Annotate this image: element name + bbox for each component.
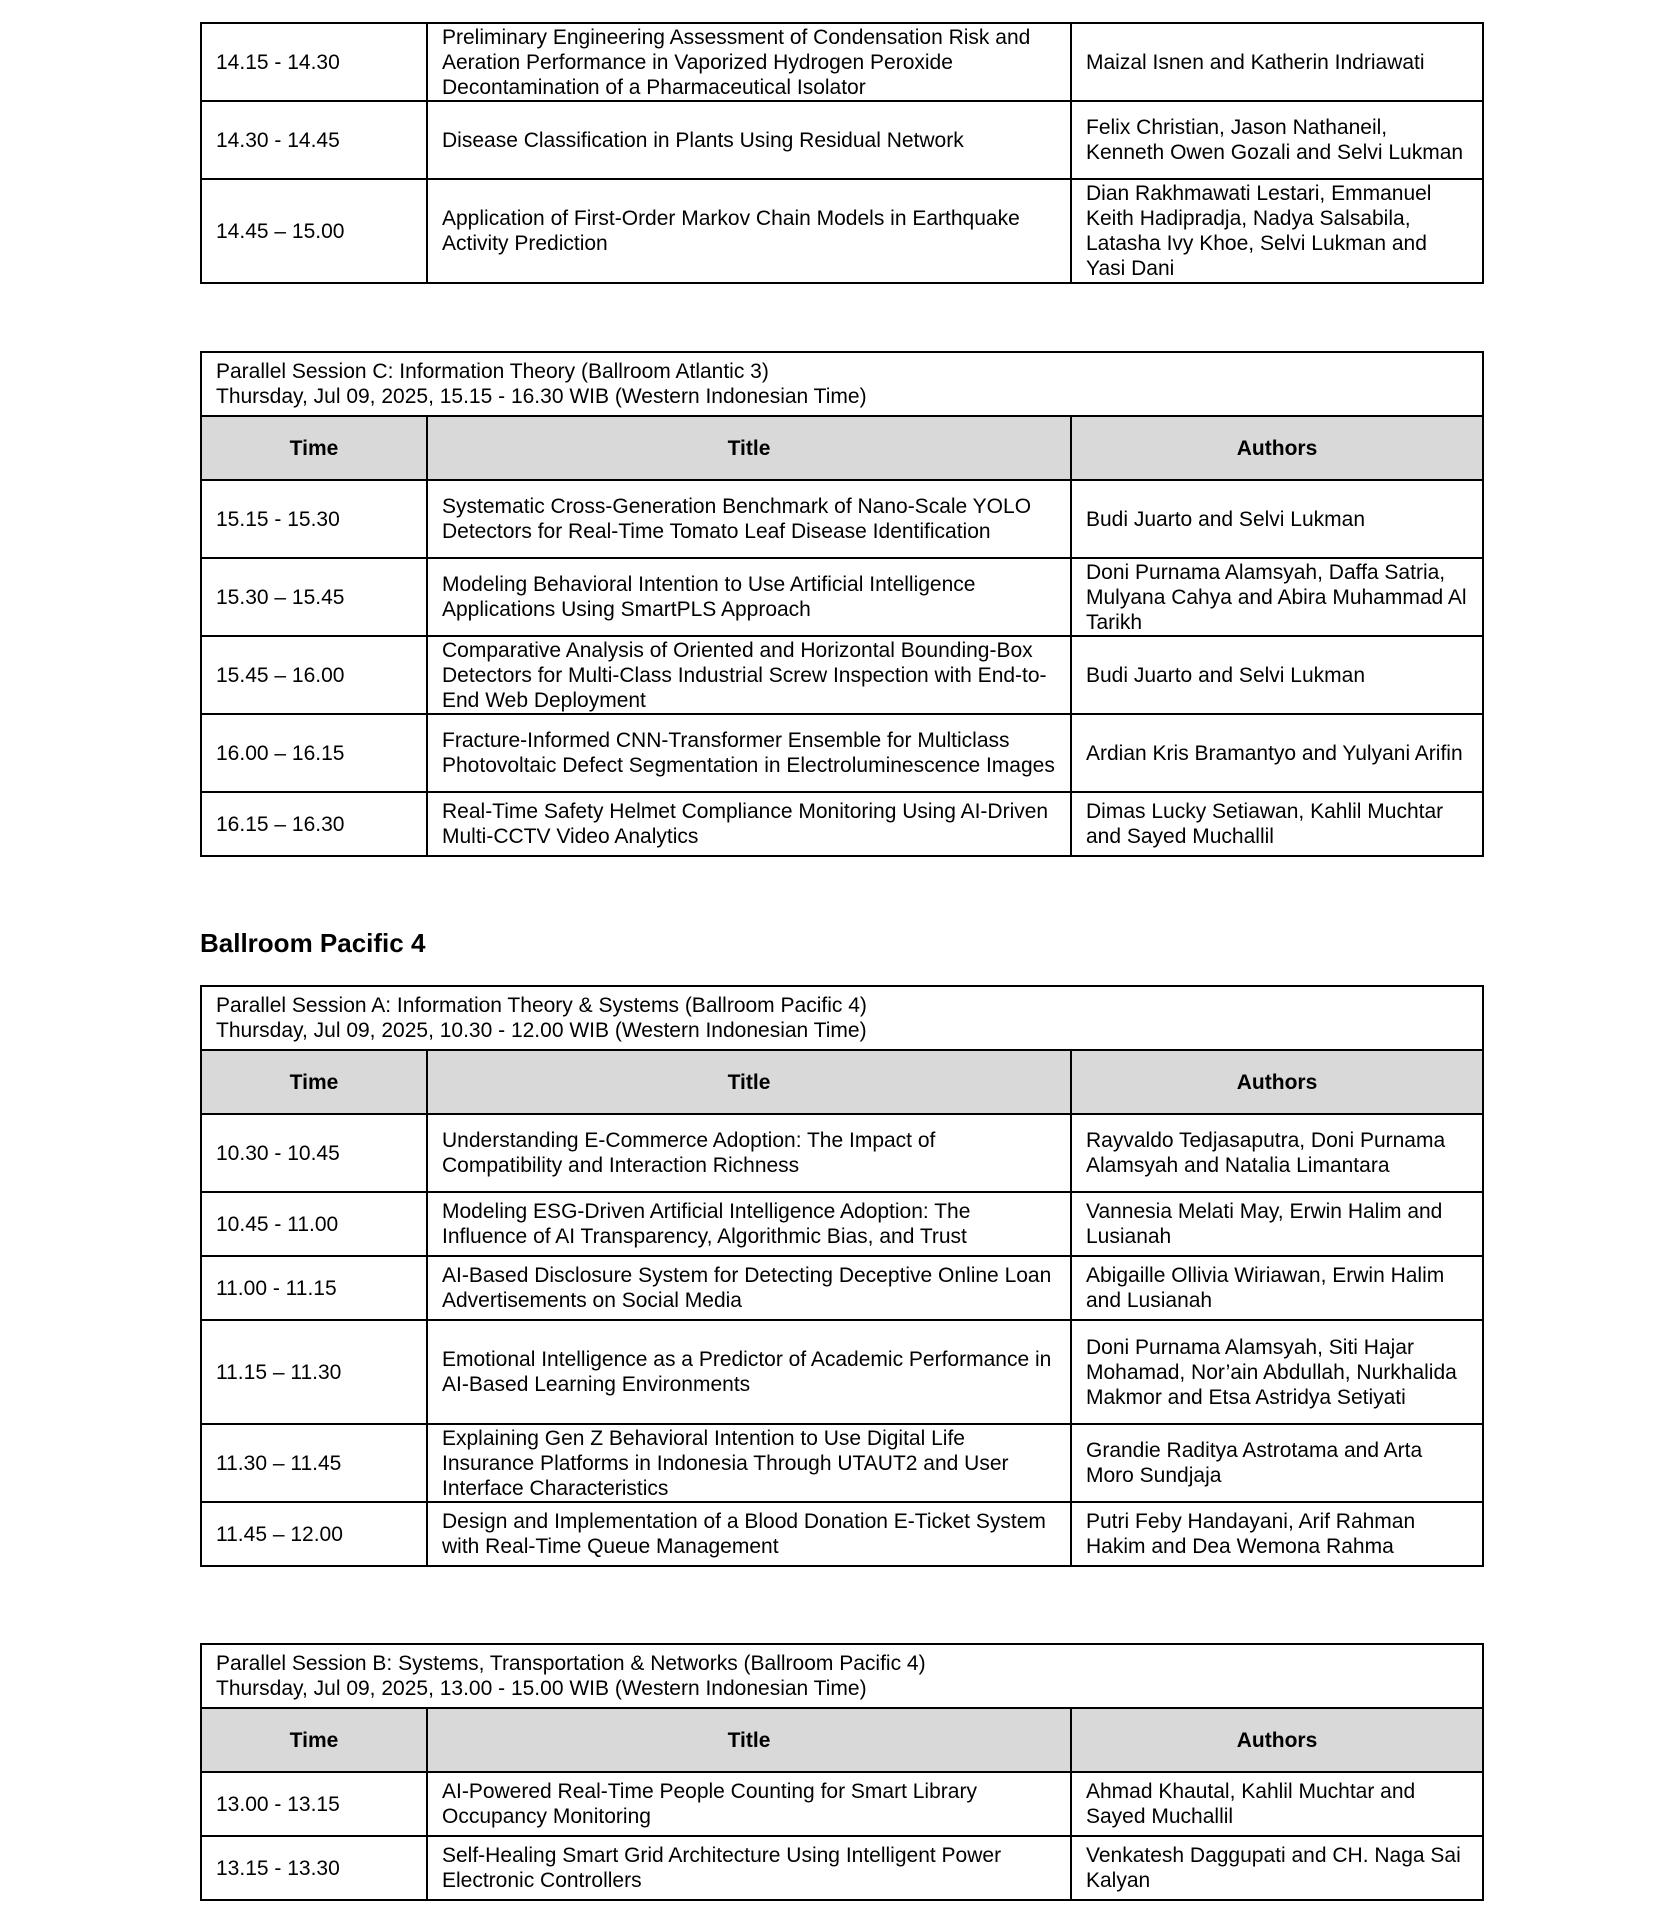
time-cell: 13.00 - 13.15 (201, 1772, 427, 1836)
authors-cell: Ardian Kris Bramantyo and Yulyani Arifin (1071, 714, 1483, 792)
session-date: Thursday, Jul 09, 2025, 10.30 - 12.00 WIB (Western Indonesian Time) (216, 1019, 867, 1042)
authors-cell: Doni Purnama Alamsyah, Siti Hajar Mohamad, Nor’ain Abdullah, Nurkhalida Makmor and Etsa Astridya Setiyati (1071, 1320, 1483, 1424)
time-cell: 15.15 - 15.30 (201, 480, 427, 558)
title-cell: Fracture-Informed CNN-Transformer Ensemble for Multiclass Photovoltaic Defect Segmentation in Electroluminescence Images (427, 714, 1071, 792)
table-row (201, 480, 1483, 558)
time-cell: 14.30 - 14.45 (201, 101, 427, 179)
session-header-row (201, 1644, 1483, 1708)
room-heading: Ballroom Pacific 4 (200, 928, 426, 958)
table-row (201, 101, 1483, 179)
time-cell: 16.15 – 16.30 (201, 792, 427, 856)
column-header-authors: Authors (1071, 416, 1483, 480)
authors-cell: Grandie Raditya Astrotama and Arta Moro Sundjaja (1071, 1424, 1483, 1502)
time-cell: 11.30 – 11.45 (201, 1424, 427, 1502)
title-cell: Design and Implementation of a Blood Donation E-Ticket System with Real-Time Queue Management (427, 1502, 1071, 1566)
session-header (201, 1644, 1483, 1708)
column-header-time: Time (201, 416, 427, 480)
title-cell: Modeling ESG-Driven Artificial Intelligence Adoption: The Influence of AI Transparency, Algorithmic Bias, and Trust (427, 1192, 1071, 1256)
title-cell: Application of First-Order Markov Chain Models in Earthquake Activity Prediction (427, 179, 1071, 283)
authors-cell: Venkatesh Daggupati and CH. Naga Sai Kalyan (1071, 1836, 1483, 1900)
session-date: Thursday, Jul 09, 2025, 13.00 - 15.00 WIB (Western Indonesian Time) (216, 1677, 867, 1700)
table-row (201, 1836, 1483, 1900)
column-header-row (201, 416, 1483, 480)
authors-cell: Rayvaldo Tedjasaputra, Doni Purnama Alamsyah and Natalia Limantara (1071, 1114, 1483, 1192)
time-cell: 15.30 – 15.45 (201, 558, 427, 636)
authors-cell: Putri Feby Handayani, Arif Rahman Hakim and Dea Wemona Rahma (1071, 1502, 1483, 1566)
time-cell: 11.00 - 11.15 (201, 1256, 427, 1320)
time-cell: 11.45 – 12.00 (201, 1502, 427, 1566)
time-cell: 11.15 – 11.30 (201, 1320, 427, 1424)
table-row (201, 1256, 1483, 1320)
authors-cell: Budi Juarto and Selvi Lukman (1071, 636, 1483, 714)
title-cell: Comparative Analysis of Oriented and Horizontal Bounding-Box Detectors for Multi-Class Industrial Screw Inspection with End-to-End Web Deployment (427, 636, 1071, 714)
title-cell: Preliminary Engineering Assessment of Condensation Risk and Aeration Performance in Vaporized Hydrogen Peroxide Decontamination of a Pharmaceutical Isolator (427, 23, 1071, 101)
authors-cell: Felix Christian, Jason Nathaneil, Kenneth Owen Gozali and Selvi Lukman (1071, 101, 1483, 179)
column-header-authors: Authors (1071, 1708, 1483, 1772)
schedule-table-session-b (200, 1643, 1484, 1901)
authors-cell: Budi Juarto and Selvi Lukman (1071, 480, 1483, 558)
session-name: Parallel Session B: Systems, Transportation & Networks (Ballroom Pacific 4) (216, 1652, 926, 1675)
authors-cell: Maizal Isnen and Katherin Indriawati (1071, 23, 1483, 101)
authors-cell: Dian Rakhmawati Lestari, Emmanuel Keith Hadipradja, Nadya Salsabila, Latasha Ivy Khoe, Selvi Lukman and Yasi Dani (1071, 179, 1483, 283)
session-header-row (201, 352, 1483, 416)
title-cell: Explaining Gen Z Behavioral Intention to Use Digital Life Insurance Platforms in Indonesia Through UTAUT2 and User Interface Characteristics (427, 1424, 1071, 1502)
table-row (201, 792, 1483, 856)
time-cell: 14.45 – 15.00 (201, 179, 427, 283)
authors-cell: Vannesia Melati May, Erwin Halim and Lusianah (1071, 1192, 1483, 1256)
session-name: Parallel Session A: Information Theory & Systems (Ballroom Pacific 4) (216, 994, 867, 1017)
table-row (201, 636, 1483, 714)
table-row (201, 1114, 1483, 1192)
column-header-row (201, 1050, 1483, 1114)
authors-cell: Dimas Lucky Setiawan, Kahlil Muchtar and Sayed Muchallil (1071, 792, 1483, 856)
title-cell: Understanding E-Commerce Adoption: The Impact of Compatibility and Interaction Richness (427, 1114, 1071, 1192)
session-header-row (201, 986, 1483, 1050)
title-cell: Modeling Behavioral Intention to Use Artificial Intelligence Applications Using SmartPLS Approach (427, 558, 1071, 636)
session-header (201, 986, 1483, 1050)
schedule-table-session-a (200, 985, 1484, 1567)
column-header-time: Time (201, 1708, 427, 1772)
table-row (201, 1502, 1483, 1566)
column-header-time: Time (201, 1050, 427, 1114)
session-name: Parallel Session C: Information Theory (Ballroom Atlantic 3) (216, 360, 769, 383)
time-cell: 10.45 - 11.00 (201, 1192, 427, 1256)
title-cell: Systematic Cross-Generation Benchmark of Nano-Scale YOLO Detectors for Real-Time Tomato Leaf Disease Identification (427, 480, 1071, 558)
time-cell: 16.00 – 16.15 (201, 714, 427, 792)
table-row (201, 1772, 1483, 1836)
column-header-row (201, 1708, 1483, 1772)
authors-cell: Ahmad Khautal, Kahlil Muchtar and Sayed Muchallil (1071, 1772, 1483, 1836)
title-cell: Emotional Intelligence as a Predictor of Academic Performance in AI-Based Learning Environments (427, 1320, 1071, 1424)
table-row (201, 1320, 1483, 1424)
session-date: Thursday, Jul 09, 2025, 15.15 - 16.30 WIB (Western Indonesian Time) (216, 385, 867, 408)
authors-cell: Doni Purnama Alamsyah, Daffa Satria, Mulyana Cahya and Abira Muhammad Al Tarikh (1071, 558, 1483, 636)
column-header-title: Title (427, 1050, 1071, 1114)
table-row (201, 1424, 1483, 1502)
title-cell: Self-Healing Smart Grid Architecture Using Intelligent Power Electronic Controllers (427, 1836, 1071, 1900)
time-cell: 14.15 - 14.30 (201, 23, 427, 101)
table-row (201, 1192, 1483, 1256)
column-header-title: Title (427, 1708, 1071, 1772)
title-cell: AI-Based Disclosure System for Detecting Deceptive Online Loan Advertisements on Social Media (427, 1256, 1071, 1320)
time-cell: 15.45 – 16.00 (201, 636, 427, 714)
table-row (201, 23, 1483, 101)
title-cell: Disease Classification in Plants Using Residual Network (427, 101, 1071, 179)
table-row (201, 558, 1483, 636)
column-header-title: Title (427, 416, 1071, 480)
time-cell: 10.30 - 10.45 (201, 1114, 427, 1192)
column-header-authors: Authors (1071, 1050, 1483, 1114)
schedule-table-session-c (200, 351, 1484, 857)
authors-cell: Abigaille Ollivia Wiriawan, Erwin Halim and Lusianah (1071, 1256, 1483, 1320)
time-cell: 13.15 - 13.30 (201, 1836, 427, 1900)
title-cell: Real-Time Safety Helmet Compliance Monitoring Using AI-Driven Multi-CCTV Video Analytics (427, 792, 1071, 856)
title-cell: AI-Powered Real-Time People Counting for Smart Library Occupancy Monitoring (427, 1772, 1071, 1836)
session-header (201, 352, 1483, 416)
table-row (201, 714, 1483, 792)
table-row (201, 179, 1483, 283)
schedule-table-continuation (200, 22, 1484, 284)
